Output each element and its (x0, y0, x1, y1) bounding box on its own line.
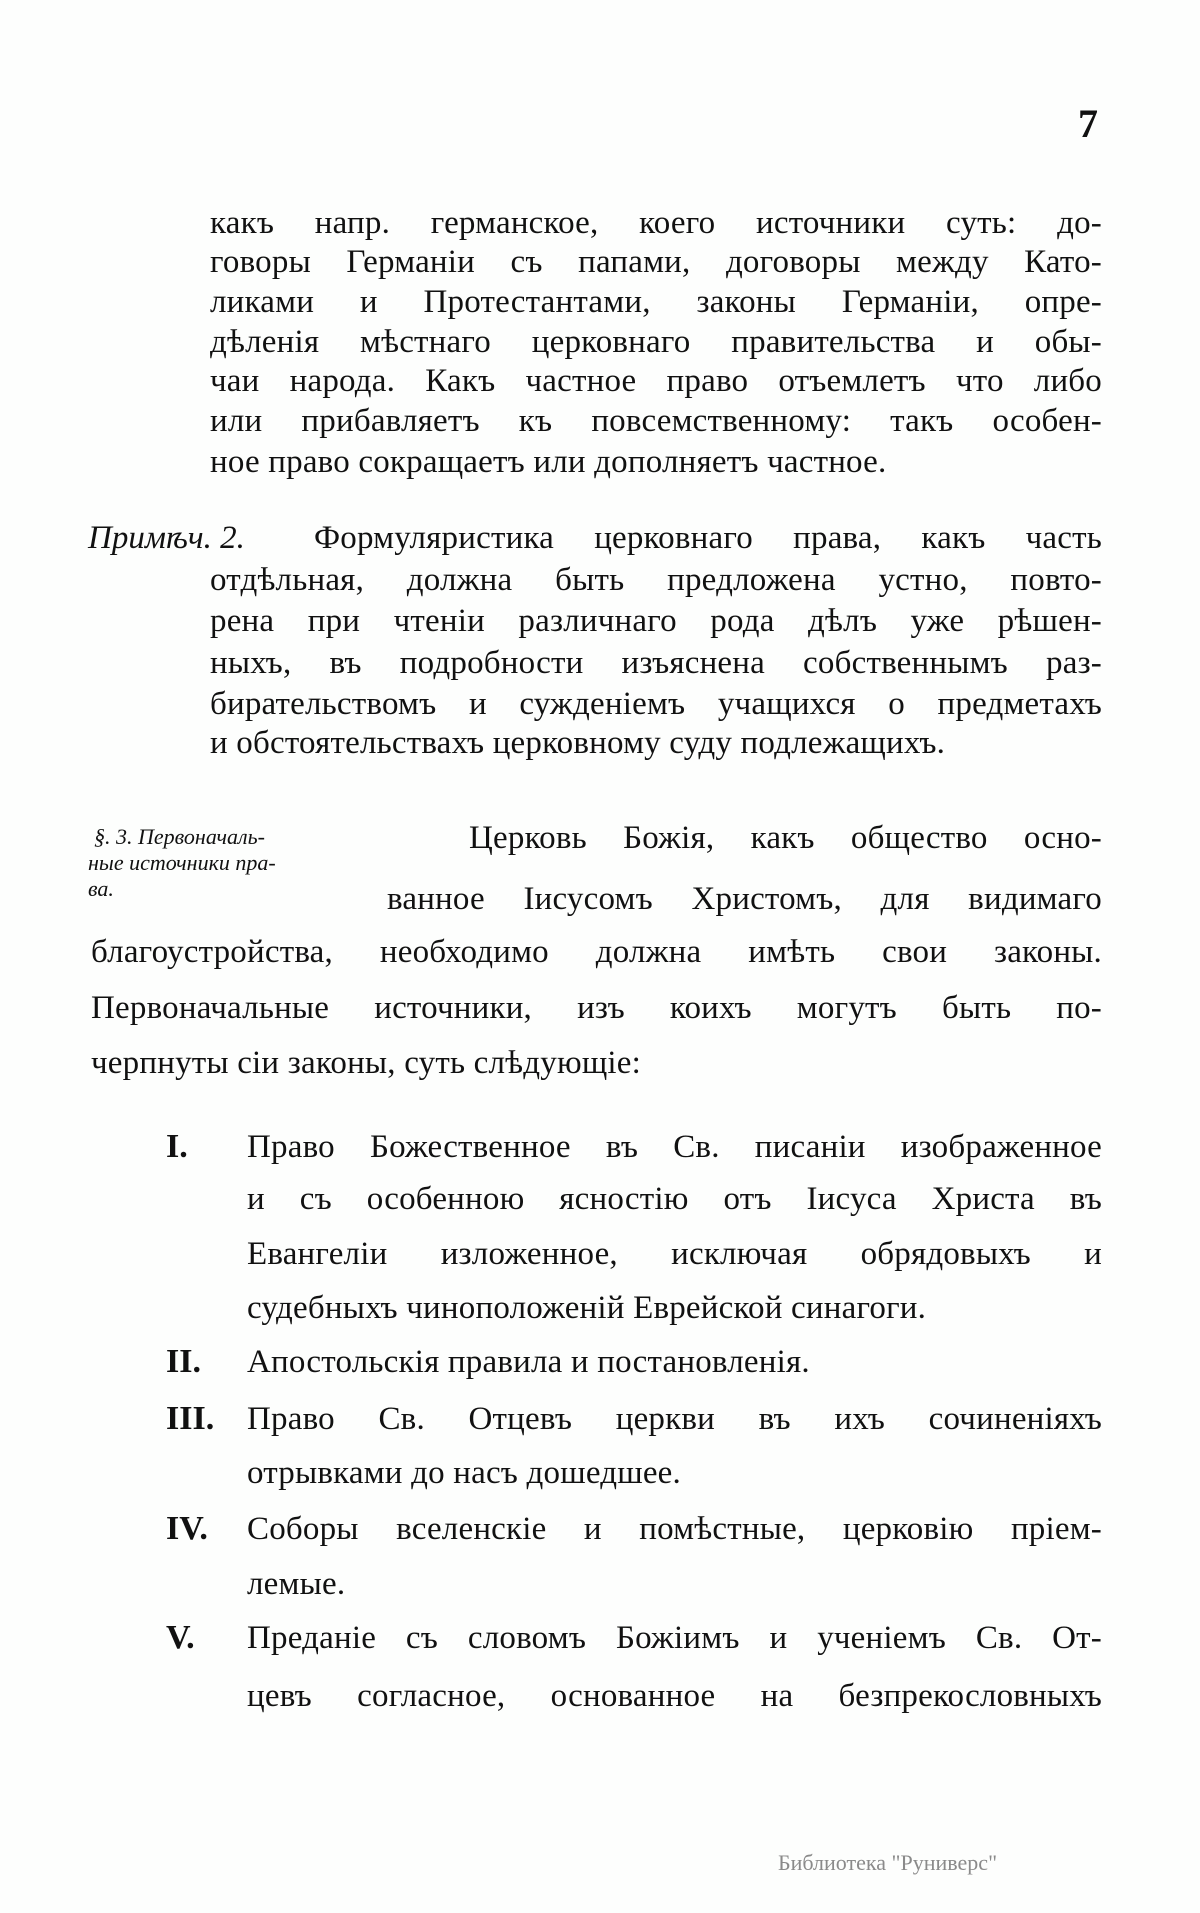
list-numeral: IV. (166, 1510, 208, 1547)
list-numeral: III. (166, 1400, 215, 1437)
text-line: бирательствомъ и сужденіемъ учащихся о предметахъ (210, 686, 1102, 722)
list-item-line: лемые. (247, 1566, 346, 1602)
text-line: рена при чтеніи различнаго рода дѣлъ уже рѣшен- (210, 603, 1102, 639)
text-line: и обстоятельствахъ церковному суду подлежащихъ. (210, 725, 946, 761)
list-item-line: Преданіе съ словомъ Божіимъ и ученіемъ Св. От- (247, 1620, 1102, 1656)
text-line: какъ напр. германское, коего источники суть: до- (210, 205, 1102, 241)
text-line: Церковь Божія, какъ общество осно- (469, 820, 1102, 856)
text-line: дѣленія мѣстнаго церковнаго правительства и обы- (210, 324, 1102, 360)
side-note-line: ные источники пра- (88, 850, 276, 875)
list-numeral: II. (166, 1343, 201, 1380)
list-item-line: цевъ согласное, основанное на безпрекословныхъ (247, 1678, 1102, 1714)
list-item-line: отрывками до насъ дошедшее. (247, 1455, 681, 1491)
page-number: 7 (1078, 101, 1098, 146)
text-line: или прибавляетъ къ повсемственному: такъ особен- (210, 403, 1102, 439)
text-line: ныхъ, въ подробности изъяснена собственнымъ раз- (210, 645, 1102, 681)
text-line: ликами и Протестантами, законы Германіи, опре- (210, 284, 1102, 320)
list-numeral: V. (166, 1619, 195, 1656)
text-line: ное право сокращаетъ или дополняетъ частное. (210, 444, 887, 480)
list-numeral: I. (166, 1128, 188, 1165)
text-line: Первоначальные источники, изъ коихъ могутъ быть по- (91, 990, 1102, 1026)
list-item-line: судебныхъ чиноположеній Еврейской синагоги. (247, 1290, 927, 1326)
side-note-line: §. 3. Первоначаль- (94, 824, 265, 849)
text-line: ванное Іисусомъ Христомъ, для видимаго (387, 881, 1102, 917)
list-item-line: Соборы вселенскіе и помѣстные, церковію пріем- (247, 1511, 1102, 1547)
text-line: чаи народа. Какъ частное право отъемлетъ что либо (210, 363, 1102, 399)
text-line: черпнуты сіи законы, суть слѣдующіе: (91, 1045, 642, 1081)
watermark: Библиотека "Руниверс" (778, 1850, 998, 1875)
side-note-line: ва. (88, 876, 114, 901)
text-line: Формуляристика церковнаго права, какъ часть (314, 520, 1102, 556)
text-line: благоустройства, необходимо должна имѣть свои законы. (91, 934, 1102, 970)
list-item-line: Евангеліи изложенное, исключая обрядовыхъ и (247, 1236, 1102, 1272)
list-item-line: Право Св. Отцевъ церкви въ ихъ сочиненіяхъ (247, 1401, 1102, 1437)
list-item-line: Право Божественное въ Св. писаніи изображенное (247, 1129, 1102, 1165)
list-item-line: и съ особенною ясностію отъ Іисуса Христа въ (247, 1181, 1102, 1217)
note-label: Примѣч. 2. (88, 520, 245, 556)
text-line: отдѣльная, должна быть предложена устно, повто- (210, 562, 1102, 598)
text-line: говоры Германіи съ папами, договоры между Като- (210, 244, 1102, 280)
list-item-line: Апостольскія правила и постановленія. (247, 1344, 810, 1380)
